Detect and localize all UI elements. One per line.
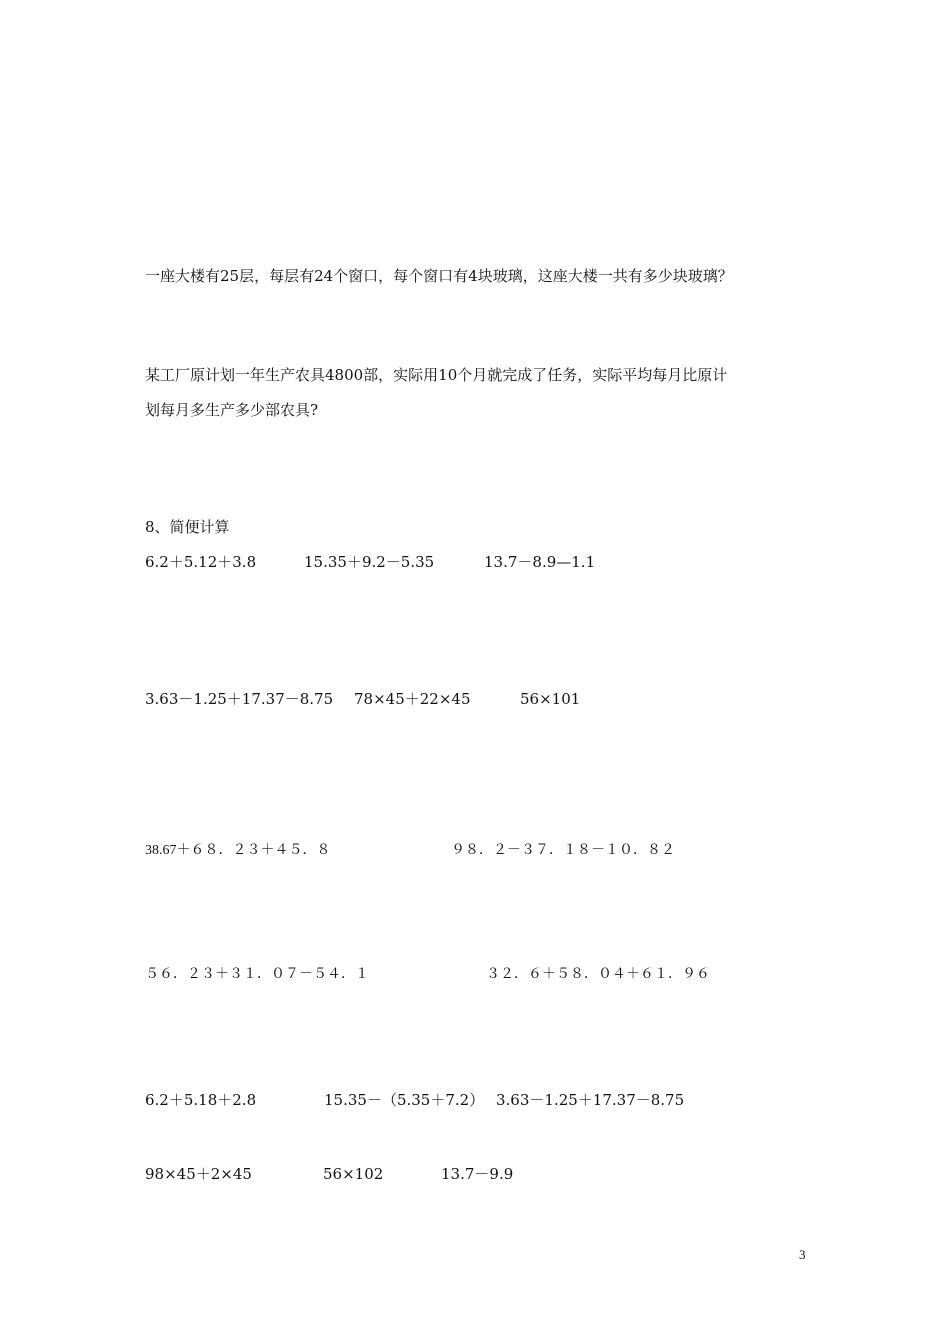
calc-expression: 15.35＋9.2－5.35 <box>304 553 435 571</box>
calc-expression: 56×102 <box>323 1165 384 1183</box>
calc-expression: 78×45＋22×45 <box>354 690 471 708</box>
page-number: 3 <box>799 1247 806 1262</box>
word-problem-factory-line-1: 某工厂原计划一年生产农具4800部，实际用10个月就完成了任务，实际平均每月比原计 <box>145 366 728 384</box>
calc-expression: 98×45＋2×45 <box>145 1165 252 1183</box>
calc-expression: 13.7－9.9 <box>441 1165 514 1183</box>
calc-expression: 38.67＋６８．２３＋４５．８ <box>145 843 331 858</box>
calc-expression: 3.63－1.25＋17.37－8.75 <box>145 690 334 708</box>
calc-expression: ３２．６＋５８．０４＋６１．９６ <box>486 967 710 982</box>
calc-expression: 15.35－（5.35＋7.2） <box>324 1091 485 1109</box>
calc-expression: 6.2＋5.12＋3.8 <box>145 553 257 571</box>
calc-expression: ９８．２－３７．１８－１０．８２ <box>451 843 675 858</box>
word-problem-factory-line-2: 划每月多生产多少部农具? <box>145 401 319 419</box>
calc-expression: 3.63－1.25＋17.37－8.75 <box>496 1091 685 1109</box>
calc-expression: 6.2＋5.18＋2.8 <box>145 1091 257 1109</box>
section-title: 8、简便计算 <box>145 518 230 536</box>
calc-expression: ５６．２３＋３１．０７－５４．１ <box>145 967 369 982</box>
calc-expression: 56×101 <box>520 690 581 708</box>
calc-expression: 13.7－8.9—1.1 <box>484 553 596 571</box>
word-problem-building: 一座大楼有25层，每层有24个窗口，每个窗口有4块玻璃，这座大楼一共有多少块玻璃？ <box>145 267 733 285</box>
